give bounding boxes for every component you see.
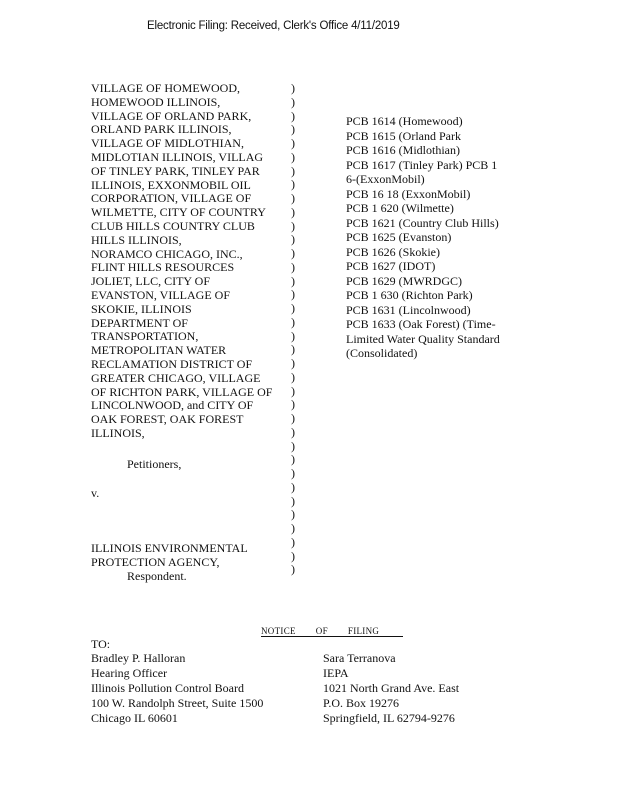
- versus-label: v.: [91, 486, 100, 500]
- address-line: Hearing Officer: [91, 666, 168, 680]
- party-line: VILLAGE OF MIDLOTHIAN,: [91, 137, 244, 151]
- party-line: JOLIET, LLC, CITY OF: [91, 275, 210, 289]
- notice-of-filing-title: [261, 626, 403, 637]
- party-line: EVANSTON, VILLAGE OF: [91, 288, 231, 302]
- caption-paren: ): [291, 94, 295, 109]
- caption-paren: ): [291, 424, 295, 439]
- case-number-line: PCB 1629 (MWRDGC): [346, 273, 463, 288]
- caption-paren: ): [291, 273, 295, 288]
- address-line: Illinois Pollution Control Board: [91, 681, 245, 695]
- case-number-line: PCB 1 620 (Wilmette): [346, 201, 454, 215]
- caption-paren: ): [291, 397, 295, 412]
- case-number-line: PCB 1625 (Evanston): [346, 230, 452, 244]
- party-line: VILLAGE OF HOMEWOOD,: [91, 82, 240, 95]
- address-line: Sara Terranova: [323, 651, 396, 665]
- respondent-line: ILLINOIS ENVIRONMENTAL: [91, 541, 248, 555]
- party-line: MIDLOTIAN ILLINOIS, VILLAG: [91, 150, 264, 164]
- caption-paren: ): [291, 452, 295, 467]
- caption-paren: ): [291, 246, 295, 260]
- party-line: CLUB HILLS COUNTRY CLUB: [91, 219, 255, 233]
- case-number-line: PCB 1626 (Skokie): [346, 244, 441, 259]
- address-line: 100 W. Randolph Street, Suite 1500: [91, 696, 264, 710]
- caption-paren: ): [291, 534, 295, 549]
- caption-paren: ): [291, 122, 295, 137]
- caption-paren: ): [291, 507, 295, 522]
- case-number-line: PCB 1631 (Lincolnwood): [346, 302, 471, 317]
- to-label: TO:: [91, 637, 111, 651]
- caption-paren: ): [291, 479, 295, 494]
- filing-stamp: Electronic Filing: Received, Clerk's Office 4/11/2019: [147, 20, 400, 32]
- respondent-label: Respondent.: [127, 569, 187, 583]
- case-number-line: PCB 1615 (Orland Park: [346, 128, 461, 143]
- respondent-block: [91, 541, 287, 583]
- petitioner-parties: [91, 82, 287, 441]
- caption-paren: ): [291, 191, 295, 205]
- caption-paren: ): [291, 383, 295, 398]
- address-line: IEPA: [323, 666, 349, 680]
- party-line: SKOKIE, ILLINOIS: [91, 302, 192, 316]
- party-line: WILMETTE, CITY OF COUNTRY: [91, 206, 266, 220]
- case-number-line: 6-(ExxonMobil): [346, 172, 425, 186]
- caption-paren: ): [291, 562, 295, 577]
- party-line: LINCOLNWOOD, and CITY OF: [91, 399, 254, 413]
- caption-paren: ): [291, 342, 295, 357]
- caption-paren: ): [291, 356, 295, 370]
- caption-paren: ): [291, 204, 295, 219]
- address-line: Bradley P. Halloran: [91, 651, 186, 665]
- case-number-line: PCB 16 18 (ExxonMobil): [346, 186, 471, 201]
- notice-word: OF: [315, 626, 328, 636]
- case-number-line: (Consolidated): [346, 346, 418, 360]
- case-number-line: PCB 1614 (Homewood): [346, 114, 463, 128]
- party-line: DEPARTMENT OF: [91, 316, 188, 330]
- caption-paren: ): [291, 521, 295, 535]
- caption-paren: ): [291, 466, 295, 480]
- caption-paren: ): [291, 301, 295, 315]
- caption-paren: ): [291, 149, 295, 164]
- caption-paren: ): [291, 259, 295, 274]
- party-line: CORPORATION, VILLAGE OF: [91, 192, 252, 206]
- case-numbers: [346, 114, 520, 361]
- caption-paren: ): [291, 177, 295, 192]
- caption-paren: ): [291, 287, 295, 302]
- party-line: GREATER CHICAGO, VILLAGE: [91, 371, 261, 385]
- case-number-line: PCB 1627 (IDOT): [346, 259, 436, 273]
- caption-paren: ): [291, 548, 295, 563]
- caption-paren: ): [291, 81, 295, 95]
- party-line: RECLAMATION DISTRICT OF: [91, 357, 253, 371]
- address-line: Chicago IL 60601: [91, 711, 178, 725]
- address-line: 1021 North Grand Ave. East: [323, 681, 460, 695]
- caption-paren: ): [291, 328, 295, 343]
- caption-paren: ): [291, 493, 295, 508]
- party-line: OF TINLEY PARK, TINLEY PAR: [91, 164, 260, 178]
- caption-paren-column: [291, 82, 295, 577]
- party-line: ILLINOIS,: [91, 426, 145, 440]
- party-line: NORAMCO CHICAGO, INC.,: [91, 247, 243, 261]
- caption-paren: ): [291, 163, 295, 178]
- caption-paren: ): [291, 136, 295, 150]
- caption-paren: ): [291, 411, 295, 425]
- case-number-line: Limited Water Quality Standard: [346, 331, 500, 346]
- party-line: TRANSPORTATION,: [91, 330, 199, 344]
- party-line: HILLS ILLINOIS,: [91, 233, 182, 247]
- party-line: HOMEWOOD ILLINOIS,: [91, 95, 221, 109]
- caption-paren: ): [291, 232, 295, 247]
- party-line: OAK FOREST, OAK FOREST: [91, 413, 244, 427]
- address-line: Springfield, IL 62794-9276: [323, 711, 455, 725]
- recipient-address-right: [323, 651, 459, 726]
- recipient-address-left: [91, 651, 263, 726]
- case-number-line: PCB 1617 (Tinley Park) PCB 1: [346, 157, 498, 172]
- caption-paren: ): [291, 369, 295, 384]
- party-line: METROPOLITAN WATER: [91, 344, 227, 358]
- case-number-line: PCB 1633 (Oak Forest) (Time-: [346, 317, 496, 331]
- party-line: ORLAND PARK ILLINOIS,: [91, 123, 232, 137]
- caption-paren: ): [291, 314, 295, 329]
- notice-word: NOTICE: [261, 626, 296, 636]
- respondent-line: PROTECTION AGENCY,: [91, 555, 220, 569]
- address-line: P.O. Box 19276: [323, 696, 400, 710]
- caption-paren: ): [291, 438, 295, 453]
- petitioners-label: Petitioners,: [127, 457, 182, 471]
- case-number-line: PCB 1 630 (Richton Park): [346, 288, 473, 302]
- party-line: FLINT HILLS RESOURCES: [91, 261, 235, 275]
- party-line: ILLINOIS, EXXONMOBIL OIL: [91, 178, 251, 192]
- case-number-line: PCB 1616 (Midlothian): [346, 143, 461, 157]
- party-line: OF RICHTON PARK, VILLAGE OF: [91, 385, 273, 399]
- caption-paren: ): [291, 108, 295, 123]
- notice-word: FILING: [347, 626, 380, 636]
- caption-paren: ): [291, 218, 295, 233]
- case-number-line: PCB 1621 (Country Club Hills): [346, 215, 499, 230]
- party-line: VILLAGE OF ORLAND PARK,: [91, 109, 252, 123]
